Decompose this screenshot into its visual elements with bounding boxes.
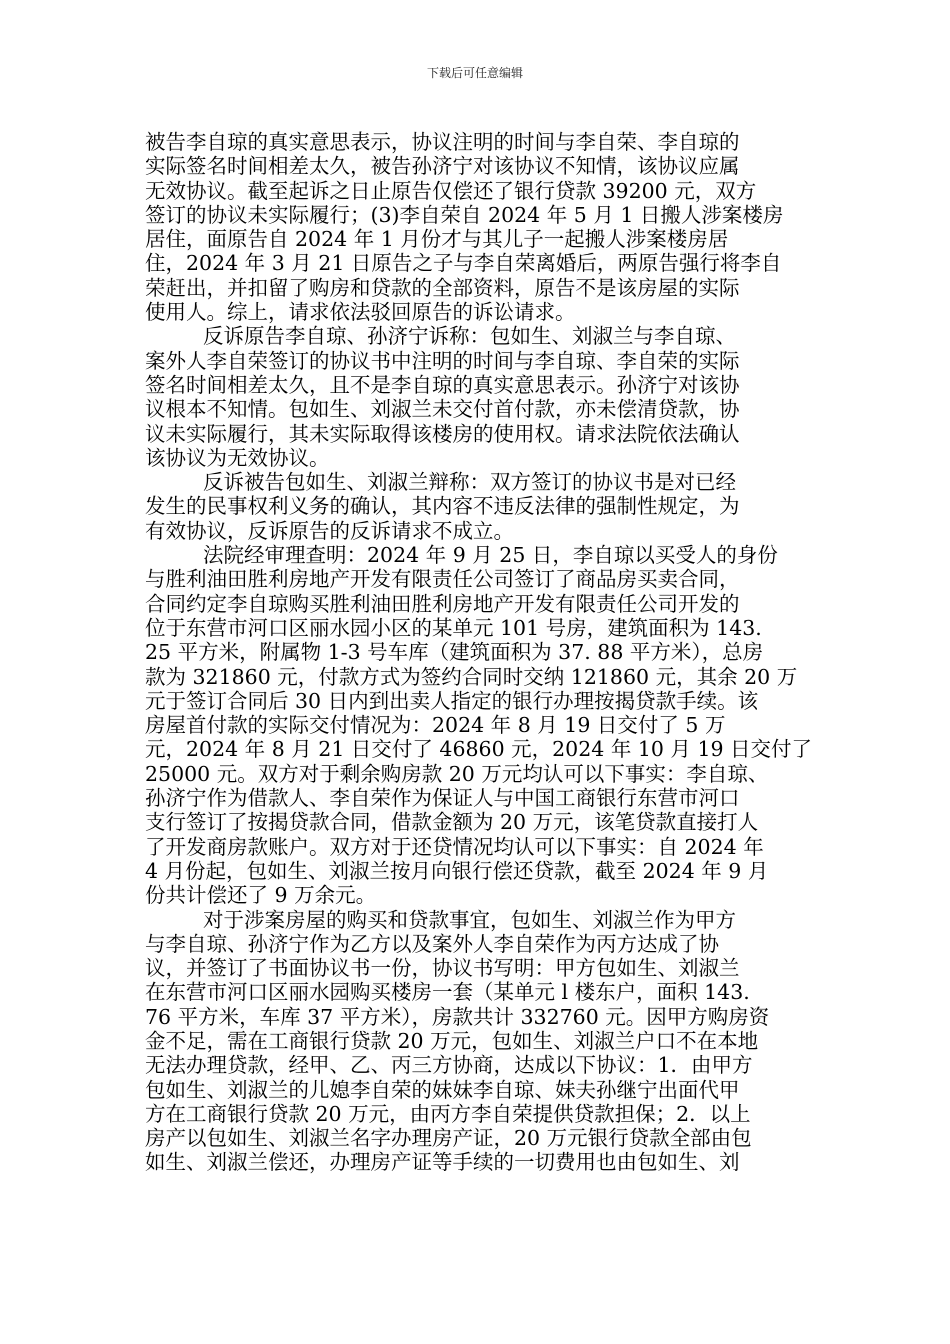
text-line: 签名时间相差太久，且不是李自琼的真实意思表示。孙济宁对该协 [145,372,740,397]
text-line: 在东营市河口区丽水园购买楼房一套（某单元 l 楼东户，面积 143. [145,980,750,1005]
text-line: 议未实际履行，其未实际取得该楼房的使用权。请求法院依法确认 [145,421,740,446]
text-line: 款为 321860 元，付款方式为签约合同时交纳 121860 元，其余 20 万 [145,664,798,689]
text-line: 位于东营市河口区丽水园小区的某单元 101 号房，建筑面积为 143. [145,615,762,640]
text-line: 76 平方米，车库 37 平方米），房款共计 332760 元。因甲方购房资 [145,1004,770,1029]
text-line: 与胜利油田胜利房地产开发有限责任公司签订了商品房买卖合同， [145,567,740,592]
text-line: 议，并签订了书面协议书一份，协议书写明：甲方包如生、刘淑兰 [145,956,740,981]
text-line: 元于签订合同后 30 日内到出卖人指定的银行办理按揭贷款手续。该 [145,688,759,713]
text-line: 了开发商房款账户。双方对于还贷情况均认可以下事实：自 2024 年 [145,834,764,859]
text-line: 法院经审理查明：2024 年 9 月 25 日，李自琼以买受人的身份 [203,543,778,568]
text-line: 实际签名时间相差太久，被告孙济宁对该协议不知情，该协议应属 [145,154,740,179]
paragraph [145,324,805,470]
text-line: 支行签订了按揭贷款合同，借款金额为 20 万元，该笔贷款直接打人 [145,810,759,835]
page-header: 下载后可任意编辑 [426,66,523,80]
paragraph [145,543,813,908]
text-line: 房屋首付款的实际交付情况为：2024 年 8 月 19 日交付了 5 万 [145,713,726,738]
text-line: 该协议为无效协议。 [145,445,330,470]
text-line: 发生的民事权利义务的确认，其内容不违反法律的强制性规定，为 [145,494,740,519]
text-line: 如生、刘淑兰偿还，办理房产证等手续的一切费用也由包如生、刘 [145,1150,740,1175]
text-line: 孙济宁作为借款人、李自荣作为保证人与中国工商银行东营市河口 [145,786,740,811]
text-line: 份共计偿还了 9 万余元。 [145,883,377,908]
text-line: 反诉被告包如生、刘淑兰辩称：双方签订的协议书是对已经 [203,470,736,495]
text-line: 包如生、刘淑兰的儿媳李自荣的妹妹李自琼、妹夫孙继宁出面代甲 [145,1077,740,1102]
text-line: 议根本不知情。包如生、刘淑兰未交付首付款，亦未偿清贷款，协 [145,397,740,422]
paragraph [145,130,805,324]
paragraph [145,470,805,543]
text-line: 反诉原告李自琼、孙济宁诉称：包如生、刘淑兰与李自琼、 [203,324,736,349]
text-line: 使用人。综上，请求依法驳回原告的诉讼请求。 [145,300,576,325]
text-line: 房产以包如生、刘淑兰名字办理房产证，20 万元银行贷款全部由包 [145,1126,752,1151]
text-line: 元，2024 年 8 月 21 日交付了 46860 元，2024 年 10 月 19 日交付了 [145,737,813,762]
text-line: 合同约定李自琼购买胜利油田胜利房地产开发有限责任公司开发的 [145,591,740,616]
paragraph [145,908,805,1175]
text-line: 方在工商银行贷款 20 万元，由丙方李自荣提供贷款担保；2．以上 [145,1101,751,1126]
document-body [145,130,813,1175]
text-line: 与李自琼、孙济宁作为乙方以及案外人李自荣作为丙方达成了协 [145,931,719,956]
text-line: 无法办理贷款，经甲、乙、丙三方协商，达成以下协议：1．由甲方 [145,1053,753,1078]
text-line: 住，2024 年 3 月 21 日原告之子与李自荣离婚后，两原告强行将李自 [145,251,782,276]
text-line: 荣赶出，并扣留了购房和贷款的全部资料，原告不是该房屋的实际 [145,275,740,300]
text-line: 25 平方米，附属物 1-3 号车库（建筑面积为 37. 88 平方米），总房 [145,640,764,665]
text-line: 被告李自琼的真实意思表示，协议注明的时间与李自荣、李自琼的 [145,130,740,154]
text-line: 对于涉案房屋的购买和贷款事宜，包如生、刘淑兰作为甲方 [203,907,736,932]
text-line: 无效协议。截至起诉之日止原告仅偿还了银行贷款 39200 元，双方 [145,178,757,203]
text-line: 签订的协议未实际履行；(3)李自荣自 2024 年 5 月 1 日搬人涉案楼房 [145,202,784,227]
text-line: 案外人李自荣签订的协议书中注明的时间与李自琼、李自荣的实际 [145,348,740,373]
text-line: 有效协议，反诉原告的反诉请求不成立。 [145,518,514,543]
text-line: 居住，面原告自 2024 年 1 月份才与其儿子一起搬人涉案楼房居 [145,227,729,252]
text-line: 金不足，需在工商银行贷款 20 万元，包如生、刘淑兰户口不在本地 [145,1028,759,1053]
text-line: 25000 元。双方对于剩余购房款 20 万元均认可以下事实：李自琼、 [145,761,769,786]
text-line: 4 月份起，包如生、刘淑兰按月向银行偿还贷款，截至 2024 年 9 月 [145,858,769,883]
